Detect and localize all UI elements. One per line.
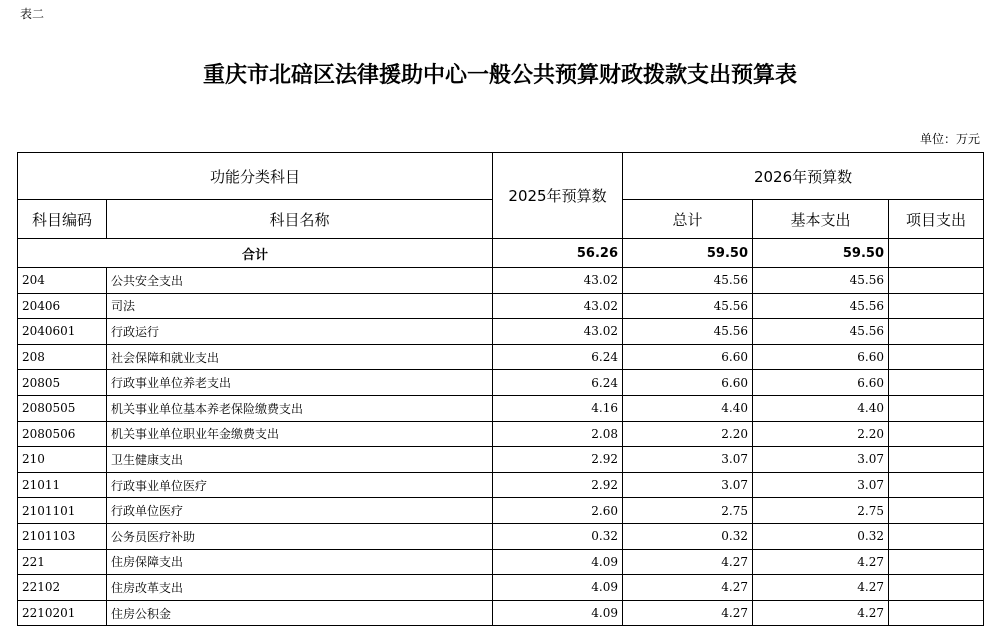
- header-func-category: 功能分类科目: [18, 153, 493, 200]
- cell-name: 住房保障支出: [107, 549, 493, 575]
- total-project: [889, 239, 984, 268]
- cell-total: 4.27: [623, 600, 753, 626]
- header-project: 项目支出: [889, 200, 984, 239]
- cell-budget-2025: 6.24: [493, 344, 623, 370]
- cell-budget-2025: 2.92: [493, 447, 623, 473]
- cell-name: 住房改革支出: [107, 575, 493, 601]
- cell-basic: 2.75: [753, 498, 889, 524]
- cell-total: 45.56: [623, 293, 753, 319]
- cell-total: 2.20: [623, 421, 753, 447]
- cell-name: 机关事业单位职业年金缴费支出: [107, 421, 493, 447]
- cell-budget-2025: 0.32: [493, 523, 623, 549]
- cell-name: 机关事业单位基本养老保险缴费支出: [107, 395, 493, 421]
- cell-budget-2025: 6.24: [493, 370, 623, 396]
- cell-code: 2101101: [18, 498, 107, 524]
- cell-project: [889, 268, 984, 294]
- cell-budget-2025: 2.60: [493, 498, 623, 524]
- cell-code: 22102: [18, 575, 107, 601]
- table-row: [18, 421, 984, 447]
- cell-budget-2025: 43.02: [493, 268, 623, 294]
- cell-total: 45.56: [623, 319, 753, 345]
- total-label: 合计: [18, 239, 493, 268]
- total-basic: 59.50: [753, 239, 889, 268]
- cell-budget-2025: 4.16: [493, 395, 623, 421]
- cell-budget-2025: 2.92: [493, 472, 623, 498]
- cell-basic: 6.60: [753, 370, 889, 396]
- budget-table: [17, 152, 984, 626]
- cell-basic: 4.40: [753, 395, 889, 421]
- cell-name: 住房公积金: [107, 600, 493, 626]
- table-row: [18, 472, 984, 498]
- total-budget-2025: 56.26: [493, 239, 623, 268]
- unit-label: 单位：万元: [919, 132, 980, 146]
- cell-project: [889, 293, 984, 319]
- total-total: 59.50: [623, 239, 753, 268]
- cell-basic: 4.27: [753, 549, 889, 575]
- cell-code: 221: [18, 549, 107, 575]
- cell-code: 2080506: [18, 421, 107, 447]
- cell-budget-2025: 4.09: [493, 600, 623, 626]
- cell-total: 0.32: [623, 523, 753, 549]
- table-row: [18, 319, 984, 345]
- cell-basic: 3.07: [753, 447, 889, 473]
- cell-budget-2025: 2.08: [493, 421, 623, 447]
- cell-project: [889, 344, 984, 370]
- cell-name: 行政运行: [107, 319, 493, 345]
- cell-total: 4.27: [623, 549, 753, 575]
- table-row: [18, 344, 984, 370]
- cell-basic: 3.07: [753, 472, 889, 498]
- cell-project: [889, 498, 984, 524]
- cell-basic: 45.56: [753, 293, 889, 319]
- cell-name: 司法: [107, 293, 493, 319]
- cell-total: 3.07: [623, 447, 753, 473]
- cell-total: 6.60: [623, 344, 753, 370]
- cell-name: 卫生健康支出: [107, 447, 493, 473]
- header-total: 总计: [623, 200, 753, 239]
- cell-project: [889, 421, 984, 447]
- cell-project: [889, 600, 984, 626]
- table-row: [18, 370, 984, 396]
- cell-code: 20805: [18, 370, 107, 396]
- cell-basic: 4.27: [753, 600, 889, 626]
- cell-code: 2210201: [18, 600, 107, 626]
- cell-project: [889, 575, 984, 601]
- cell-code: 204: [18, 268, 107, 294]
- header-name: 科目名称: [107, 200, 493, 239]
- cell-code: 2101103: [18, 523, 107, 549]
- cell-basic: 2.20: [753, 421, 889, 447]
- page-title: 重庆市北碚区法律援助中心一般公共预算财政拨款支出预算表: [202, 62, 797, 88]
- total-row: [18, 239, 984, 268]
- cell-name: 公共安全支出: [107, 268, 493, 294]
- cell-basic: 45.56: [753, 268, 889, 294]
- table-row: [18, 268, 984, 294]
- table-row: [18, 395, 984, 421]
- cell-code: 210: [18, 447, 107, 473]
- cell-project: [889, 395, 984, 421]
- cell-basic: 45.56: [753, 319, 889, 345]
- cell-project: [889, 319, 984, 345]
- cell-budget-2025: 4.09: [493, 549, 623, 575]
- table-row: [18, 447, 984, 473]
- cell-total: 45.56: [623, 268, 753, 294]
- cell-code: 21011: [18, 472, 107, 498]
- cell-total: 6.60: [623, 370, 753, 396]
- table-row: [18, 523, 984, 549]
- cell-budget-2025: 43.02: [493, 319, 623, 345]
- cell-name: 公务员医疗补助: [107, 523, 493, 549]
- cell-code: 208: [18, 344, 107, 370]
- table-number: 表二: [20, 7, 45, 21]
- cell-project: [889, 549, 984, 575]
- cell-total: 4.40: [623, 395, 753, 421]
- cell-name: 社会保障和就业支出: [107, 344, 493, 370]
- table-row: [18, 293, 984, 319]
- table-row: [18, 600, 984, 626]
- cell-basic: 4.27: [753, 575, 889, 601]
- cell-project: [889, 472, 984, 498]
- cell-budget-2025: 43.02: [493, 293, 623, 319]
- cell-project: [889, 447, 984, 473]
- header-code: 科目编码: [18, 200, 107, 239]
- header-budget-2025: 2025年预算数: [493, 153, 623, 239]
- cell-name: 行政事业单位医疗: [107, 472, 493, 498]
- header-basic: 基本支出: [753, 200, 889, 239]
- cell-project: [889, 370, 984, 396]
- header-budget-2026: 2026年预算数: [623, 153, 984, 200]
- cell-basic: 0.32: [753, 523, 889, 549]
- cell-name: 行政单位医疗: [107, 498, 493, 524]
- cell-total: 4.27: [623, 575, 753, 601]
- table-row: [18, 498, 984, 524]
- cell-code: 2080505: [18, 395, 107, 421]
- table-row: [18, 549, 984, 575]
- table-row: [18, 575, 984, 601]
- cell-project: [889, 523, 984, 549]
- cell-basic: 6.60: [753, 344, 889, 370]
- cell-code: 2040601: [18, 319, 107, 345]
- cell-total: 2.75: [623, 498, 753, 524]
- cell-total: 3.07: [623, 472, 753, 498]
- cell-name: 行政事业单位养老支出: [107, 370, 493, 396]
- cell-budget-2025: 4.09: [493, 575, 623, 601]
- cell-code: 20406: [18, 293, 107, 319]
